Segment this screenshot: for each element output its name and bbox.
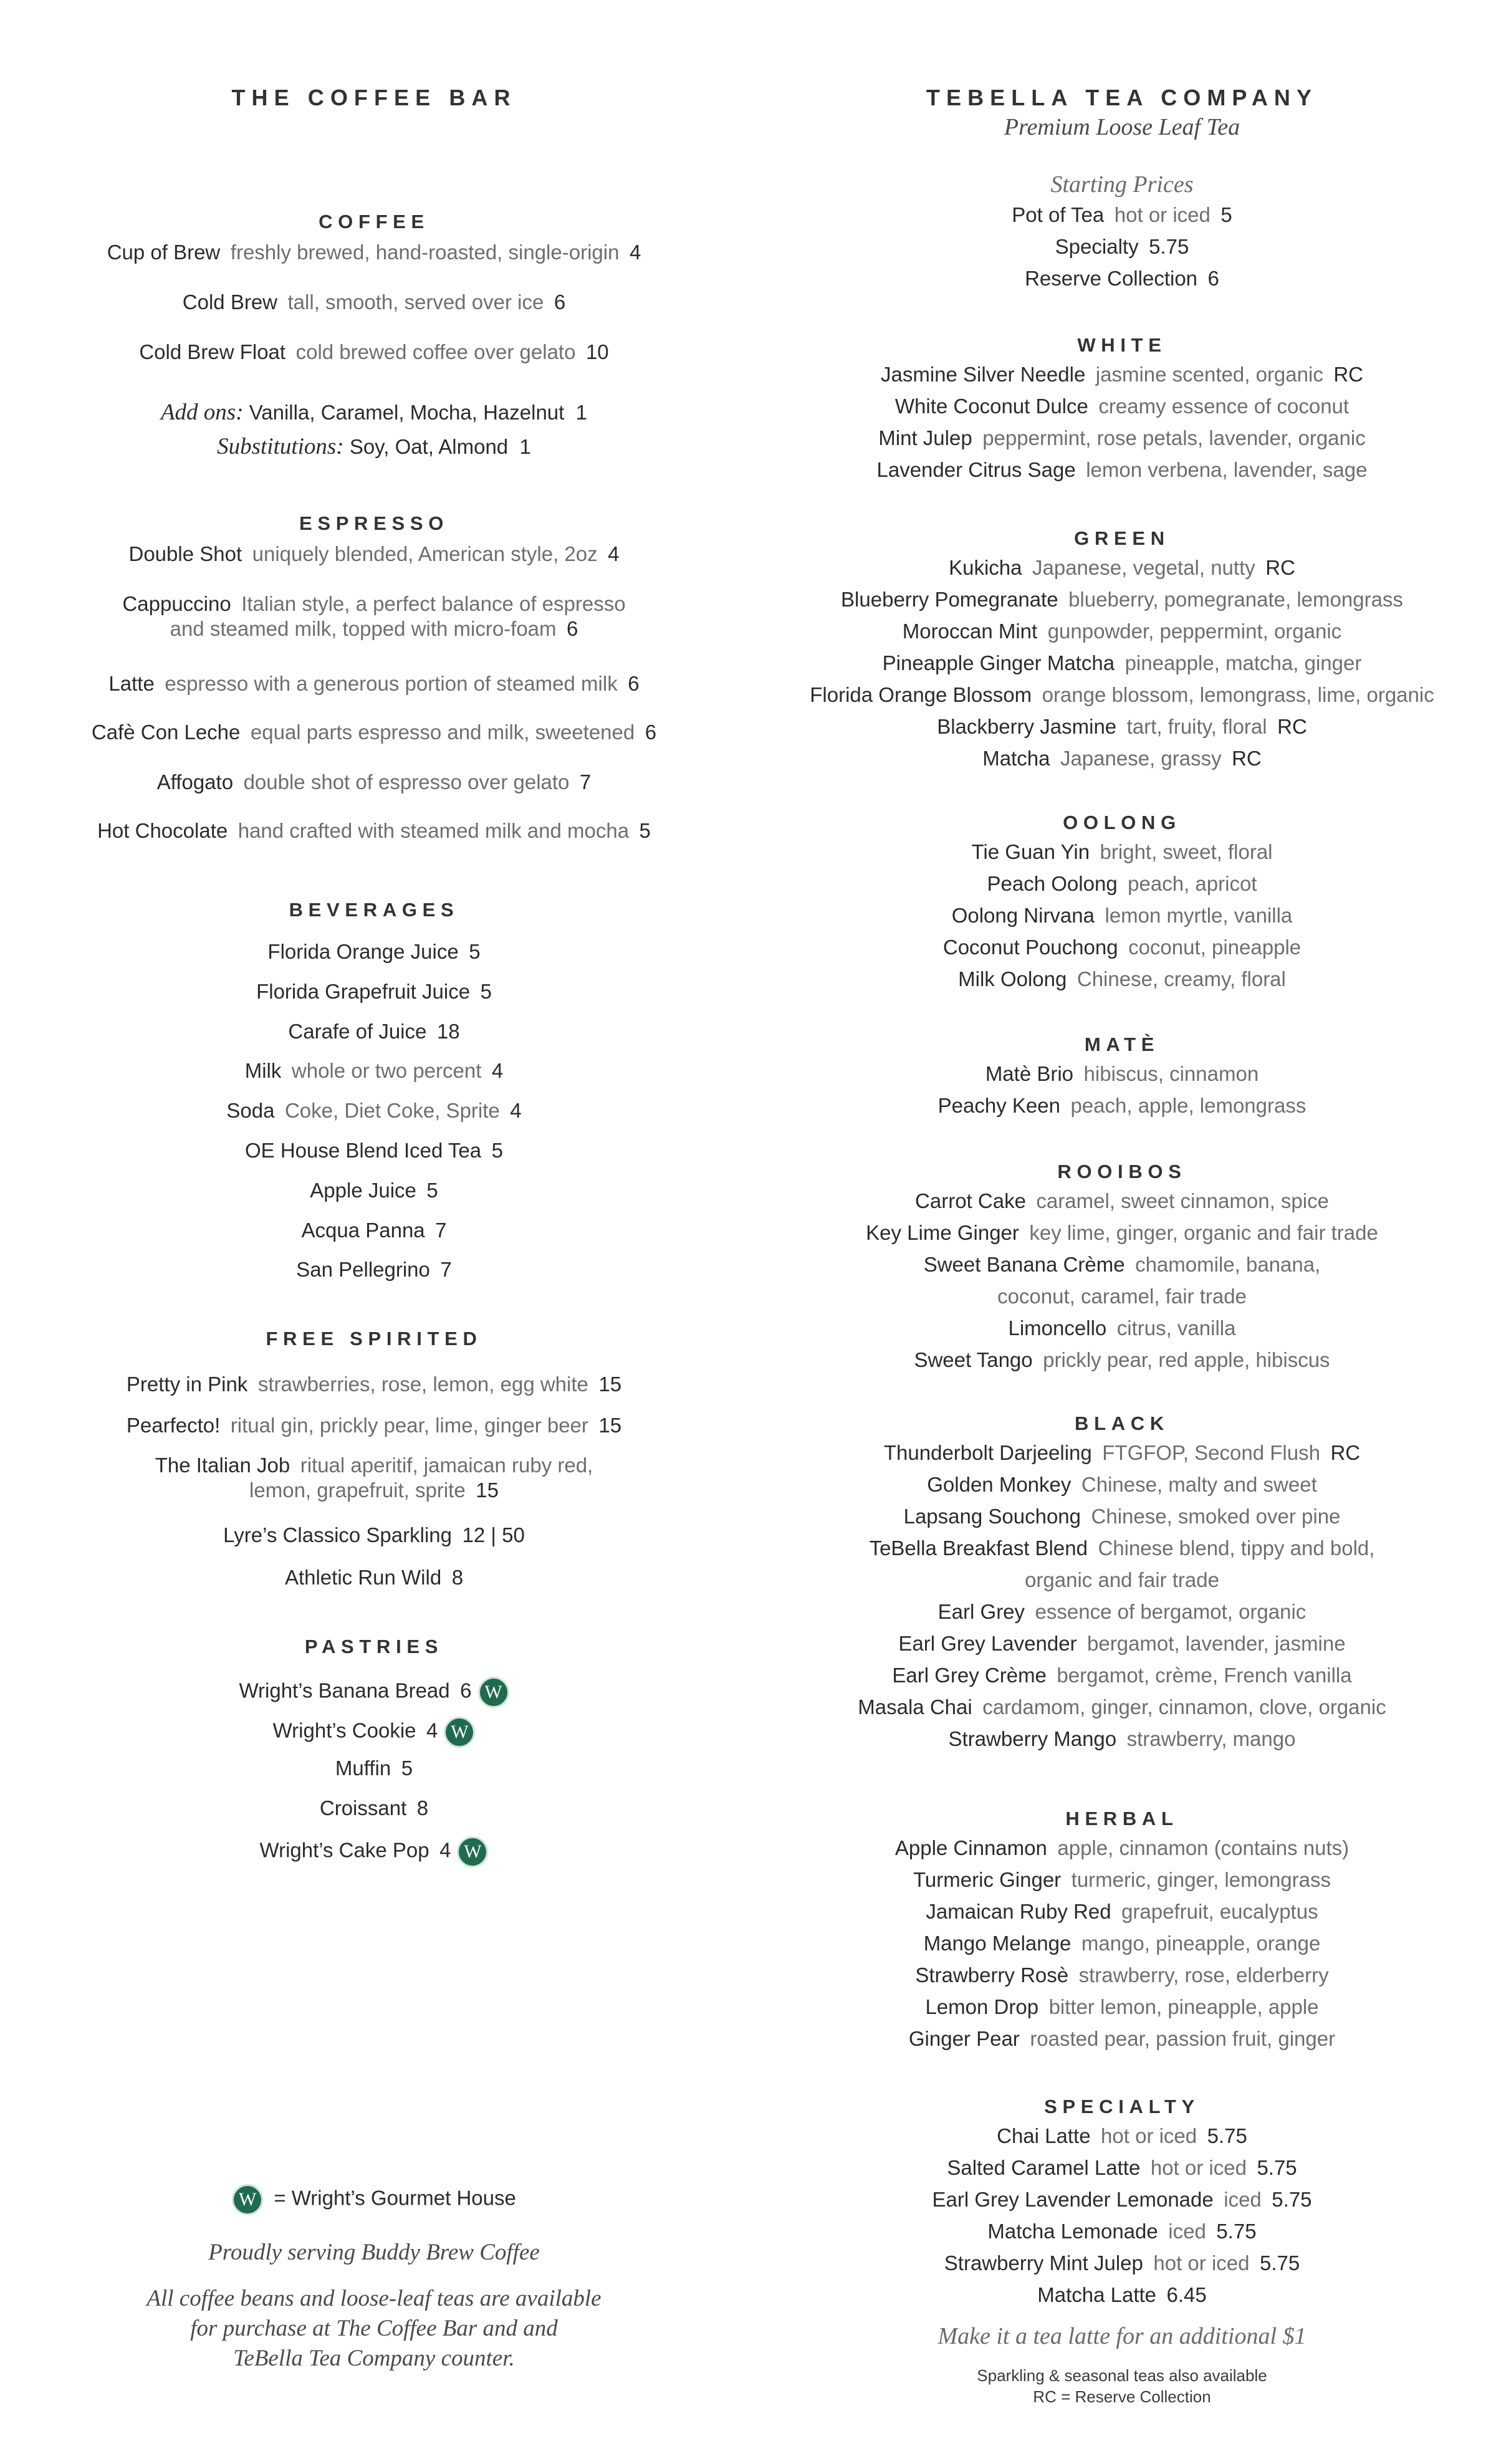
item-description: Chinese blend, tippy and bold, (1098, 1536, 1375, 1560)
item-price: 6.45 (1166, 2283, 1207, 2306)
menu-item-continued (748, 1568, 1496, 1592)
beverages-heading: BEVERAGES (289, 899, 459, 921)
item-name: Carrot Cake (915, 1189, 1026, 1212)
item-description: apple, cinnamon (contains nuts) (1057, 1836, 1350, 1859)
tea-item (748, 1094, 1496, 1118)
item-name: San Pellegrino (296, 1258, 430, 1282)
item-name: Kukicha (949, 556, 1022, 579)
beverage-item (0, 1219, 748, 1242)
item-name: Double Shot (128, 542, 242, 565)
item-description: strawberry, mango (1126, 1727, 1296, 1750)
item-description: hot or iced (1153, 2251, 1250, 2275)
substitutions-label: Substitutions: (217, 434, 344, 459)
item-name: Wright’s Banana Bread (239, 1679, 450, 1702)
item-name: Earl Grey Lavender Lemonade (932, 2188, 1214, 2211)
item-name: Cafè Con Leche (91, 721, 241, 744)
beverage-item (0, 1179, 748, 1202)
item-price: 5.75 (1207, 2124, 1247, 2147)
tea-item (748, 1900, 1496, 1924)
item-name: Jasmine Silver Needle (880, 363, 1086, 386)
item-description: hot or iced (1114, 203, 1211, 226)
item-name: Oolong Nirvana (951, 904, 1095, 927)
item-name: Florida Orange Blossom (810, 683, 1032, 706)
item-description: uniquely blended, American style, 2oz (252, 542, 598, 565)
item-name: Apple Juice (310, 1178, 416, 1202)
item-description: FTGFOP, Second Flush (1102, 1441, 1320, 1464)
item-description: blueberry, pomegranate, lemongrass (1068, 588, 1403, 611)
item-name: Cold Brew Float (139, 340, 286, 363)
item-name: Mango Melange (923, 1932, 1072, 1955)
item-name: Pearfecto! (126, 1414, 221, 1437)
tea-item (748, 1062, 1496, 1086)
starting-prices-label: Starting Prices (1050, 171, 1194, 198)
item-description: Coke, Diet Coke, Sprite (284, 1099, 500, 1123)
substitutions-line (0, 433, 748, 460)
footer-note-3: TeBella Tea Company counter. (233, 2346, 515, 2371)
item-price: 5.75 (1216, 2220, 1257, 2243)
free-spirited-item (0, 1414, 748, 1437)
espresso-item (0, 770, 748, 794)
pastry-item (0, 1677, 748, 1708)
item-name: Thunderbolt Darjeeling (883, 1441, 1092, 1464)
starting-price-item (748, 267, 1496, 290)
item-price: 10 (585, 340, 609, 363)
item-name: Blueberry Pomegranate (841, 588, 1058, 611)
item-description: hot or iced (1101, 2124, 1197, 2147)
item-price: 7 (579, 770, 592, 793)
espresso-item (0, 592, 748, 616)
tea-item (748, 1664, 1496, 1687)
item-price: 6 (460, 1679, 472, 1702)
item-price: RC (1333, 363, 1363, 386)
tea-section-heading: OOLONG (1063, 812, 1181, 833)
item-description: tall, smooth, served over ice (287, 290, 544, 314)
item-description: coconut, pineapple (1128, 936, 1302, 959)
item-price: 4 (491, 1059, 504, 1083)
tea-item (748, 1836, 1496, 1860)
wright-logo-icon: W (478, 1677, 509, 1708)
item-price: RC (1265, 556, 1295, 579)
legend-line (0, 2184, 748, 2215)
item-name: Turmeric Ginger (913, 1868, 1062, 1891)
item-name: Cold Brew (182, 290, 278, 314)
item-description: key lime, ginger, organic and fair trade (1029, 1221, 1378, 1244)
tea-item (748, 1505, 1496, 1528)
item-name: Earl Grey Crème (892, 1664, 1047, 1687)
legend-text: = Wright’s Gourmet House (274, 2186, 516, 2210)
tea-item (748, 715, 1496, 739)
footer-note-2: for purchase at The Coffee Bar and and (190, 2316, 558, 2341)
tea-item (748, 1316, 1496, 1340)
pastry-item (0, 1836, 748, 1867)
espresso-item (0, 819, 748, 843)
item-name: Chai Latte (997, 2124, 1091, 2147)
espresso-item (0, 672, 748, 696)
tea-item (748, 747, 1496, 770)
espresso-item (0, 542, 748, 566)
item-name: Carafe of Juice (288, 1019, 427, 1043)
item-name: Florida Grapefruit Juice (256, 979, 471, 1003)
espresso-item (0, 721, 748, 744)
item-name: Peachy Keen (937, 1094, 1060, 1117)
footer-note-1: All coffee beans and loose-leaf teas are available (146, 2286, 602, 2311)
item-name: Reserve Collection (1025, 267, 1198, 290)
item-name: Limoncello (1008, 1316, 1107, 1340)
item-name: Latte (108, 672, 155, 695)
free-spirited-item (0, 1454, 748, 1477)
item-price: 15 (598, 1414, 622, 1437)
item-price: 6 (1207, 267, 1219, 290)
item-name: Strawberry Rosè (915, 1963, 1069, 1987)
item-name: Mint Julep (878, 426, 972, 449)
tea-item (748, 1632, 1496, 1656)
item-description: Japanese, grassy (1060, 747, 1222, 770)
item-description-continued: and steamed milk, topped with micro-foam (170, 617, 557, 640)
item-description: peppermint, rose petals, lavender, organic (982, 426, 1366, 449)
tea-item (748, 872, 1496, 896)
item-price: 5 (480, 979, 492, 1003)
starting-price-item (748, 203, 1496, 227)
beverage-item (0, 1099, 748, 1123)
beverage-item (0, 1258, 748, 1282)
item-name: Matcha (982, 747, 1050, 770)
item-name: Sweet Banana Crème (923, 1253, 1125, 1276)
item-name: Peach Oolong (987, 872, 1118, 895)
item-name: Cappuccino (122, 592, 231, 615)
tea-item (748, 426, 1496, 450)
tea-latte-note: Make it a tea latte for an additional $1 (937, 2323, 1307, 2349)
item-name: Golden Monkey (927, 1473, 1072, 1496)
item-price: 5 (1220, 203, 1232, 226)
item-description: ritual gin, prickly pear, lime, ginger beer (230, 1414, 588, 1437)
tea-item (748, 683, 1496, 707)
item-description: roasted pear, passion fruit, ginger (1030, 2027, 1336, 2050)
beverage-item (0, 980, 748, 1004)
item-description: citrus, vanilla (1116, 1316, 1236, 1340)
tea-item (748, 1932, 1496, 1955)
tea-item (748, 363, 1496, 386)
item-description: essence of bergamot, organic (1035, 1600, 1307, 1623)
item-price: 5.75 (1149, 235, 1189, 258)
coffee-bar-title: THE COFFEE BAR (231, 85, 517, 110)
free-spirited-heading: FREE SPIRITED (266, 1328, 482, 1349)
item-price: 5 (426, 1178, 438, 1202)
tea-item (748, 2156, 1496, 2180)
item-description: cold brewed coffee over gelato (295, 340, 576, 363)
item-description: Chinese, creamy, floral (1076, 967, 1286, 990)
item-description: hibiscus, cinnamon (1083, 1062, 1259, 1085)
item-name: Tie Guan Yin (971, 840, 1090, 863)
item-name: Blackberry Jasmine (937, 715, 1117, 738)
item-price: 5 (639, 819, 651, 842)
item-description: lemon myrtle, vanilla (1105, 904, 1293, 927)
starting-price-item (748, 235, 1496, 259)
item-description: strawberries, rose, lemon, egg white (257, 1373, 588, 1396)
beverage-item (0, 1059, 748, 1083)
item-description: gunpowder, peppermint, organic (1047, 620, 1342, 643)
item-description: bitter lemon, pineapple, apple (1048, 1995, 1319, 2018)
tea-item (748, 1600, 1496, 1624)
item-description: whole or two percent (291, 1059, 482, 1083)
tea-item (748, 2027, 1496, 2051)
item-price: RC (1330, 1441, 1361, 1464)
item-price: 4 (439, 1838, 451, 1862)
beverage-item (0, 940, 748, 964)
item-description-continued: organic and fair trade (1025, 1568, 1219, 1591)
item-description: creamy essence of coconut (1098, 395, 1350, 418)
item-name: Acqua Panna (301, 1218, 425, 1242)
item-name: Salted Caramel Latte (947, 2156, 1141, 2179)
tea-item (748, 1473, 1496, 1497)
item-description: Chinese, malty and sweet (1081, 1473, 1317, 1496)
item-name: Matè Brio (985, 1062, 1074, 1085)
item-name: Matcha Latte (1037, 2283, 1157, 2306)
item-price: 8 (416, 1796, 429, 1819)
item-price: 5 (491, 1139, 503, 1162)
item-name: Wright’s Cookie (272, 1719, 416, 1742)
item-name: Pot of Tea (1012, 203, 1105, 226)
tea-section-heading: SPECIALTY (1044, 2096, 1200, 2117)
tea-item (748, 2124, 1496, 2148)
item-description: double shot of espresso over gelato (243, 770, 570, 793)
item-price: 15 (598, 1373, 622, 1396)
tea-item (748, 458, 1496, 482)
free-spirited-item (0, 1373, 748, 1396)
item-name: Jamaican Ruby Red (926, 1900, 1111, 1923)
item-price: 5.75 (1272, 2188, 1312, 2211)
item-name: Athletic Run Wild (284, 1566, 442, 1589)
item-name: Croissant (319, 1796, 407, 1819)
coffee-item (0, 290, 748, 314)
substitutions-price: 1 (519, 435, 531, 458)
item-name: Moroccan Mint (902, 620, 1038, 643)
item-price: 5.75 (1259, 2251, 1300, 2275)
item-name: The Italian Job (155, 1454, 290, 1477)
item-description: peach, apricot (1128, 872, 1257, 895)
item-price: 4 (510, 1099, 522, 1123)
item-price: 6 (628, 672, 640, 695)
pastry-item (0, 1757, 748, 1780)
tea-item (748, 967, 1496, 991)
item-price: RC (1277, 715, 1307, 738)
item-description: equal parts espresso and milk, sweetened (250, 721, 635, 744)
tea-item (748, 2188, 1496, 2212)
item-description: lemon verbena, lavender, sage (1086, 458, 1368, 481)
menu-item-continued (0, 617, 748, 641)
item-name: Coconut Pouchong (942, 936, 1118, 959)
item-description: Japanese, vegetal, nutty (1032, 556, 1255, 579)
item-description: caramel, sweet cinnamon, spice (1036, 1189, 1329, 1212)
tea-item (748, 1348, 1496, 1372)
tea-item (748, 1868, 1496, 1892)
item-description: prickly pear, red apple, hibiscus (1043, 1348, 1330, 1371)
item-price: 7 (440, 1258, 452, 1282)
item-name: OE House Blend Iced Tea (245, 1139, 482, 1162)
item-name: Earl Grey (937, 1600, 1025, 1623)
tea-item (748, 2251, 1496, 2275)
tea-section-heading: BLACK (1075, 1412, 1169, 1434)
item-name: Lyre’s Classico Sparkling (223, 1523, 452, 1546)
item-description: grapefruit, eucalyptus (1121, 1900, 1318, 1923)
tebella-title: TEBELLA TEA COMPANY (926, 85, 1318, 110)
item-description: hot or iced (1150, 2156, 1247, 2179)
tea-item (748, 2283, 1496, 2307)
item-price: 7 (435, 1218, 447, 1242)
espresso-heading: ESPRESSO (299, 512, 449, 534)
menu-item-continued (0, 1479, 748, 1502)
item-description: peach, apple, lemongrass (1070, 1094, 1307, 1117)
tea-item (748, 1221, 1496, 1245)
item-name: Specialty (1055, 235, 1139, 258)
beverage-item (0, 1139, 748, 1162)
item-name: Cup of Brew (107, 241, 221, 264)
item-price: 15 (476, 1479, 499, 1502)
item-description: Chinese, smoked over pine (1091, 1505, 1341, 1528)
tea-item (748, 1727, 1496, 1751)
item-price: 18 (436, 1019, 460, 1043)
item-name: Hot Chocolate (97, 819, 228, 842)
item-description: chamomile, banana, (1135, 1253, 1321, 1276)
coffee-heading: COFFEE (319, 211, 429, 232)
item-price: 5.75 (1257, 2156, 1297, 2179)
tea-item (748, 588, 1496, 611)
tea-item (748, 651, 1496, 675)
item-price: 12 | 50 (462, 1523, 525, 1546)
item-price: 6 (567, 617, 578, 640)
pastry-item (0, 1796, 748, 1820)
item-description: turmeric, ginger, lemongrass (1071, 1868, 1331, 1891)
addons-line (0, 399, 748, 426)
tea-item (748, 1441, 1496, 1465)
tea-item (748, 1189, 1496, 1213)
tebella-subtitle: Premium Loose Leaf Tea (1004, 114, 1240, 140)
tea-section-heading: HERBAL (1065, 1808, 1179, 1829)
item-description: pineapple, matcha, ginger (1124, 651, 1362, 674)
sparkling-note: Sparkling & seasonal teas also available (977, 2366, 1267, 2385)
item-name: Muffin (335, 1757, 391, 1780)
item-description: orange blossom, lemongrass, lime, organic (1042, 683, 1434, 706)
tea-item (748, 2220, 1496, 2243)
coffee-item (0, 241, 748, 264)
addons-price: 1 (575, 401, 588, 424)
menu-item-continued (748, 1285, 1496, 1308)
item-name: Wright’s Cake Pop (259, 1838, 429, 1862)
item-price: 5 (401, 1757, 413, 1780)
pastry-item (0, 1717, 748, 1748)
tea-item (748, 1536, 1496, 1560)
tea-item (748, 1695, 1496, 1719)
item-description: Italian style, a perfect balance of espresso (241, 592, 626, 615)
tea-item (748, 904, 1496, 928)
item-name: Matcha Lemonade (987, 2220, 1158, 2243)
item-name: Soda (226, 1099, 275, 1123)
item-description: strawberry, rose, elderberry (1078, 1963, 1329, 1987)
tea-section-heading: ROOIBOS (1057, 1161, 1187, 1182)
beverage-item (0, 1020, 748, 1043)
item-description: ritual aperitif, jamaican ruby red, (300, 1454, 593, 1477)
item-description: espresso with a generous portion of steamed milk (165, 672, 618, 695)
serving-note: Proudly serving Buddy Brew Coffee (208, 2240, 540, 2265)
pastries-heading: PASTRIES (304, 1636, 444, 1657)
tea-item (748, 840, 1496, 864)
tea-item (748, 395, 1496, 418)
tea-item (748, 936, 1496, 959)
item-description: cardamom, ginger, cinnamon, clove, organic (982, 1695, 1386, 1719)
item-price: RC (1232, 747, 1262, 770)
item-description: iced (1224, 2188, 1262, 2211)
item-name: Lapsang Souchong (903, 1505, 1081, 1528)
item-name: White Coconut Dulce (894, 395, 1088, 418)
item-price: 4 (426, 1719, 438, 1742)
item-price: 6 (645, 721, 657, 744)
coffee-item (0, 340, 748, 364)
item-description: tart, fruity, floral (1126, 715, 1267, 738)
item-price: 6 (554, 290, 566, 314)
tea-item (748, 556, 1496, 580)
substitutions-text: Soy, Oat, Almond (349, 435, 509, 458)
wright-logo-icon: W (444, 1717, 475, 1748)
item-name: Strawberry Mango (948, 1727, 1117, 1750)
rc-legend-note: RC = Reserve Collection (1033, 2387, 1211, 2406)
tea-item (748, 620, 1496, 643)
tea-section-heading: MATÈ (1084, 1033, 1160, 1055)
item-name: Key Lime Ginger (866, 1221, 1019, 1244)
item-price: 4 (608, 542, 620, 565)
tea-item (748, 1995, 1496, 2019)
item-price: 4 (629, 241, 641, 264)
item-description: bergamot, crème, French vanilla (1057, 1664, 1352, 1687)
item-name: TeBella Breakfast Blend (869, 1536, 1088, 1560)
item-name: Earl Grey Lavender (898, 1632, 1077, 1655)
item-name: Strawberry Mint Julep (944, 2251, 1143, 2275)
wright-logo-icon: W (457, 1836, 488, 1867)
item-description: mango, pineapple, orange (1081, 1932, 1321, 1955)
item-name: Lemon Drop (925, 1995, 1039, 2018)
item-price: 8 (451, 1566, 464, 1589)
addons-label: Add ons: (160, 400, 244, 425)
item-description: hand crafted with steamed milk and mocha (237, 819, 630, 842)
wright-logo-icon: W (232, 2184, 263, 2215)
item-description: iced (1168, 2220, 1206, 2243)
item-description: bright, sweet, floral (1100, 840, 1273, 863)
tea-section-heading: WHITE (1077, 334, 1167, 356)
item-name: Ginger Pear (908, 2027, 1020, 2050)
addons-text: Vanilla, Caramel, Mocha, Hazelnut (249, 401, 565, 424)
item-name: Pineapple Ginger Matcha (882, 651, 1115, 674)
item-description: freshly brewed, hand-roasted, single-origin (230, 241, 620, 264)
item-name: Milk Oolong (958, 967, 1067, 990)
free-spirited-item (0, 1566, 748, 1589)
item-name: Milk (244, 1059, 282, 1083)
item-name: Florida Orange Juice (267, 940, 459, 963)
item-name: Masala Chai (858, 1695, 972, 1719)
item-name: Pretty in Pink (126, 1373, 248, 1396)
item-name: Sweet Tango (914, 1348, 1033, 1371)
free-spirited-item (0, 1523, 748, 1547)
tea-section-heading: GREEN (1074, 527, 1170, 549)
item-description-continued: coconut, caramel, fair trade (997, 1285, 1247, 1308)
item-name: Apple Cinnamon (894, 1836, 1047, 1859)
tea-item (748, 1253, 1496, 1277)
item-name: Affogato (156, 770, 234, 793)
item-description: bergamot, lavender, jasmine (1087, 1632, 1346, 1655)
item-description: jasmine scented, organic (1095, 363, 1323, 386)
item-description-continued: lemon, grapefruit, sprite (249, 1479, 466, 1502)
item-name: Lavender Citrus Sage (876, 458, 1076, 481)
tea-item (748, 1963, 1496, 1987)
item-price: 5 (469, 940, 481, 963)
